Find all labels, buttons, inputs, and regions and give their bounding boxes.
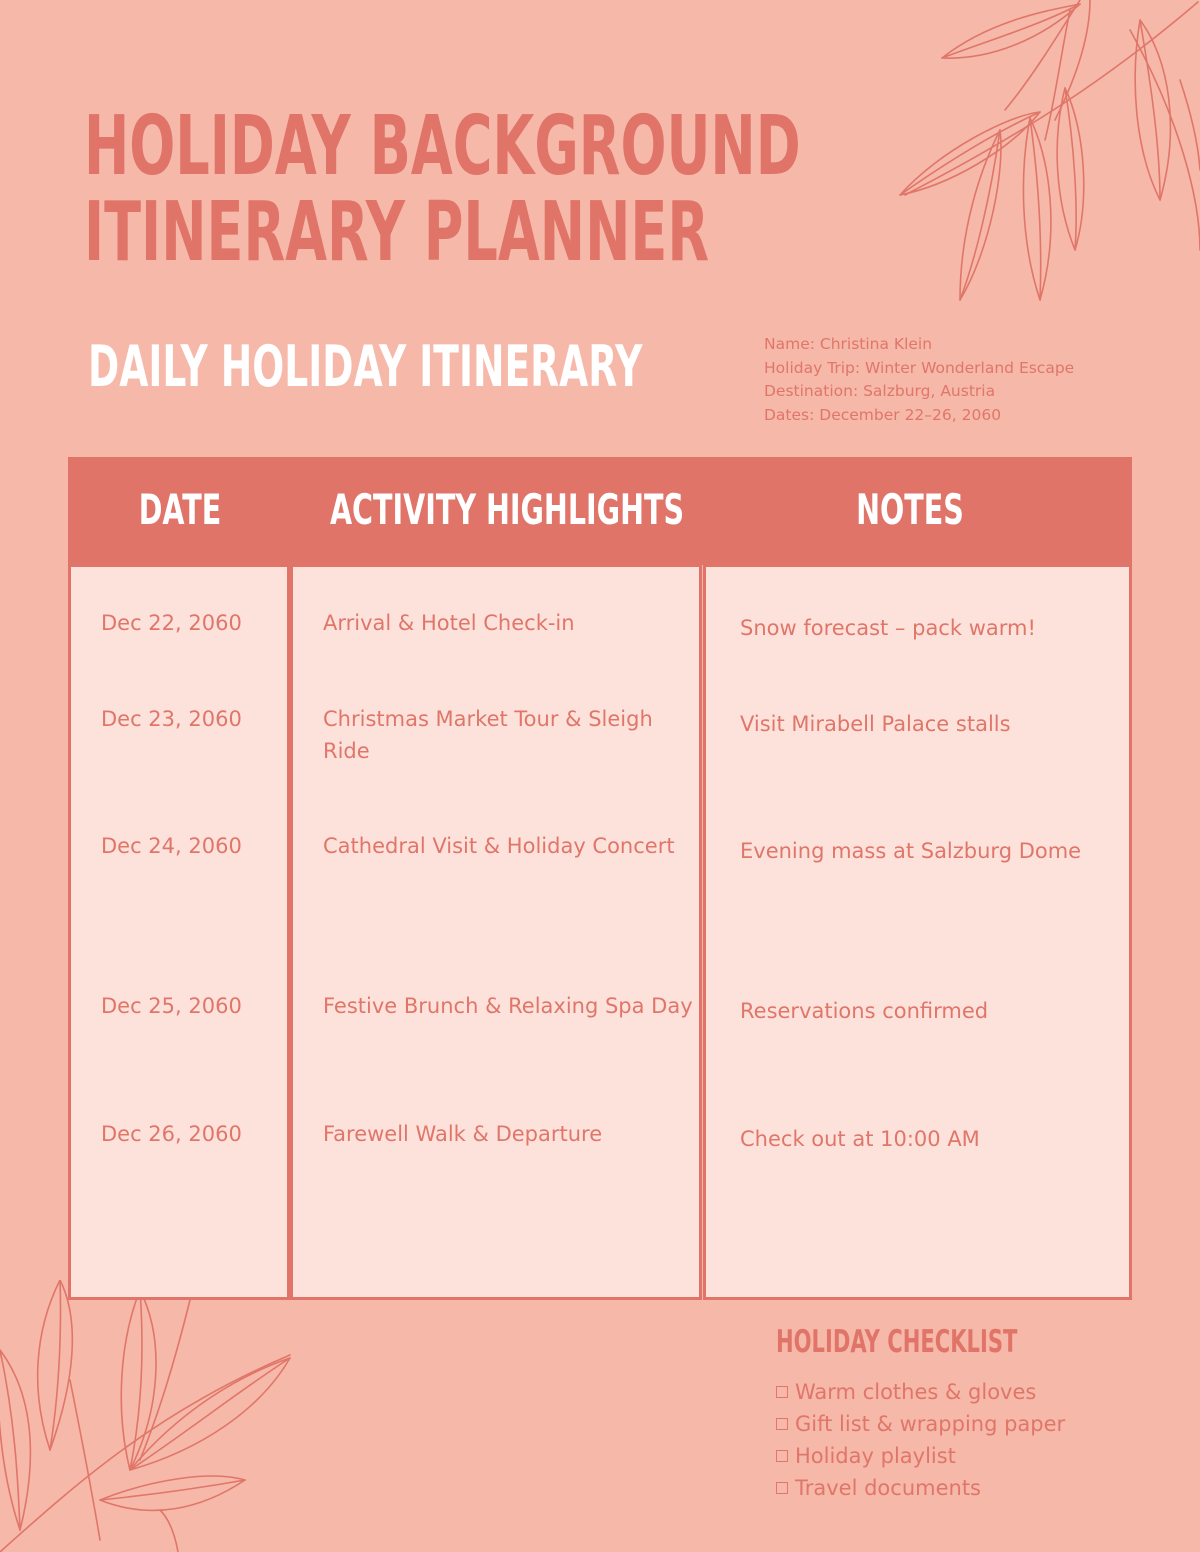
trip-title: Holiday Trip: Winter Wonderland Escape <box>764 358 1075 377</box>
trip-name: Name: Christina Klein <box>764 335 933 353</box>
notes-column <box>703 564 1132 1300</box>
column-header-notes: NOTES <box>856 485 964 534</box>
trip-info <box>764 333 1074 427</box>
checklist-item <box>776 1376 1131 1408</box>
checklist-items <box>776 1376 1131 1504</box>
checklist-item-label: Gift list & wrapping paper <box>795 1412 1066 1436</box>
table-cell-activity: Festive Brunch & Relaxing Spa Day <box>323 994 693 1018</box>
table-cell-note: Snow forecast – pack warm! <box>740 616 1036 640</box>
checklist-title: HOLIDAY CHECKLIST <box>776 1324 1018 1360</box>
itinerary-table <box>68 457 1132 1301</box>
checklist-item <box>776 1440 1131 1472</box>
trip-dates: Dates: December 22–26, 2060 <box>764 405 1002 424</box>
table-header <box>68 457 1132 565</box>
checklist-item <box>776 1408 1131 1440</box>
empty-checkbox-icon <box>776 1482 788 1494</box>
table-cell-activity: Farewell Walk & Departure <box>323 1122 603 1146</box>
column-header-activity: ACTIVITY HIGHLIGHTS <box>329 485 685 534</box>
table-cell-date: Dec 23, 2060 <box>101 707 242 731</box>
column-header-date: DATE <box>138 485 222 534</box>
empty-checkbox-icon <box>776 1386 788 1398</box>
table-cell-date: Dec 26, 2060 <box>101 1122 242 1146</box>
leaf-branch-icon <box>0 1280 300 1552</box>
date-column <box>68 564 290 1300</box>
checklist-item-label: Holiday playlist <box>795 1444 956 1468</box>
table-cell-activity: Cathedral Visit & Holiday Concert <box>323 834 675 858</box>
empty-checkbox-icon <box>776 1418 788 1430</box>
page-title-line-1: HOLIDAY BACKGROUND <box>84 99 801 194</box>
table-cell-note: Evening mass at Salzburg Dome <box>740 839 1082 863</box>
page-title <box>84 99 801 280</box>
table-cell-date: Dec 24, 2060 <box>101 834 242 858</box>
trip-destination: Destination: Salzburg, Austria <box>764 382 996 400</box>
leaf-branch-icon <box>880 0 1200 320</box>
table-cell-activity: Christmas Market Tour & Sleigh Ride <box>323 707 653 763</box>
table-cell-note: Reservations confirmed <box>740 999 989 1023</box>
page-title-line-2: ITINERARY PLANNER <box>84 185 710 280</box>
table-cell-note: Visit Mirabell Palace stalls <box>740 712 1011 736</box>
table-cell-date: Dec 25, 2060 <box>101 994 242 1018</box>
table-cell-note: Check out at 10:00 AM <box>740 1127 980 1151</box>
holiday-checklist <box>776 1322 1131 1504</box>
checklist-item-label: Travel documents <box>795 1476 981 1500</box>
section-title: DAILY HOLIDAY ITINERARY <box>88 334 643 400</box>
table-cell-activity: Arrival & Hotel Check-in <box>323 611 575 635</box>
checklist-item <box>776 1472 1131 1504</box>
activity-column <box>290 564 702 1300</box>
empty-checkbox-icon <box>776 1450 788 1462</box>
table-cell-date: Dec 22, 2060 <box>101 611 242 635</box>
checklist-item-label: Warm clothes & gloves <box>795 1380 1037 1404</box>
